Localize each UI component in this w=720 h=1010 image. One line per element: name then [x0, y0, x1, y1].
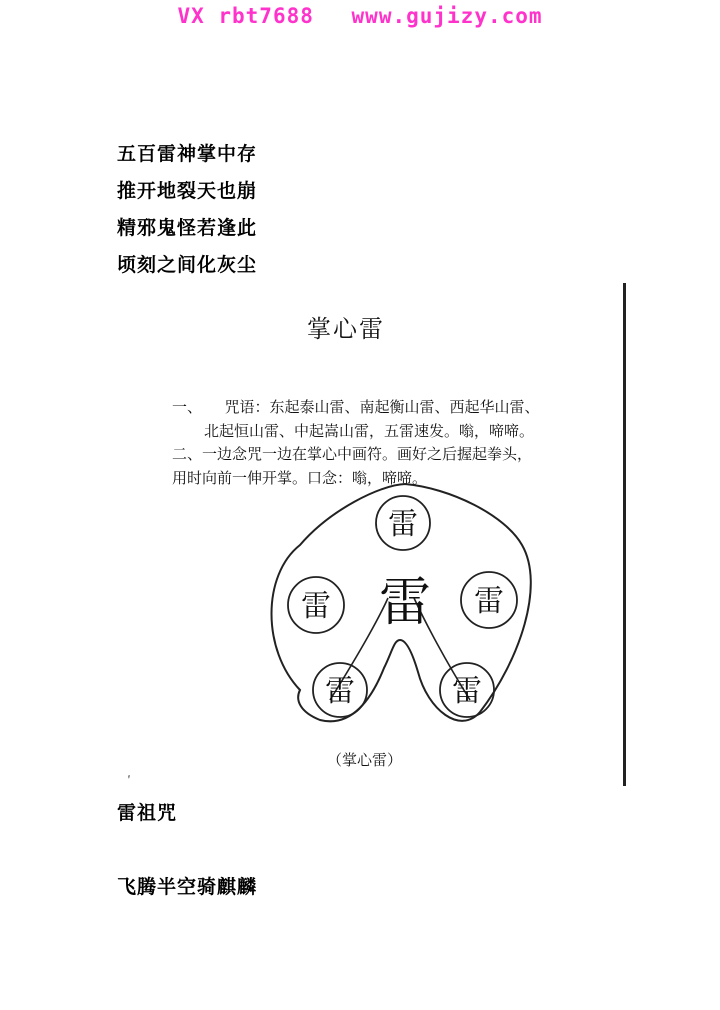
center-glyph: 雷 — [378, 573, 432, 633]
stray-mark: ′ — [126, 773, 137, 789]
poem-line: 顷刻之间化灰尘 — [117, 254, 258, 276]
finger-circle-bottom-right — [440, 663, 494, 717]
finger-glyph-left: 雷 — [301, 589, 331, 624]
poem-line: 精邪鬼怪若逢此 — [117, 217, 258, 239]
poem-line: 五百雷神掌中存 — [117, 143, 258, 165]
finger-glyph-right: 雷 — [474, 584, 504, 619]
section-heading-leizu: 雷祖咒 — [117, 802, 178, 824]
finger-circle-bottom-left — [313, 663, 367, 717]
poem-block — [117, 136, 257, 284]
poem-line: 推开地裂天也崩 — [117, 180, 258, 202]
finger-glyph-bottom-right: 雷 — [452, 674, 482, 709]
scan-title: 掌心雷 — [307, 315, 385, 343]
finger-circle-top — [376, 496, 430, 550]
palm-outline — [272, 484, 531, 721]
diagram-caption: （掌心雷） — [327, 751, 403, 769]
finger-circle-left — [288, 577, 344, 633]
watermark-url: www.gujizy.com — [351, 4, 543, 28]
scan-line: 一、 咒语：东起泰山雷、南起衡山雷、西起华山雷、 — [172, 398, 540, 416]
finger-glyph-top: 雷 — [388, 507, 418, 542]
finger-glyph-bottom-left: 雷 — [325, 674, 355, 709]
scan-line: 二、一边念咒一边在掌心中画符。画好之后握起拳头， — [172, 445, 533, 463]
watermark — [0, 4, 720, 28]
scan-edge-line — [623, 283, 626, 786]
scan-text — [172, 396, 612, 490]
watermark-wechat: VX rbt7688 — [177, 4, 314, 28]
section-line: 飞腾半空骑麒麟 — [117, 876, 258, 898]
scan-line: 北起恒山雷、中起嵩山雷，五雷速发。嗡，啼啼。 — [204, 421, 535, 440]
scan-line: 用时向前一伸开掌。口念：嗡，啼啼。 — [172, 468, 428, 487]
finger-circle-right — [461, 572, 517, 628]
palm-inner-right — [414, 598, 470, 700]
palm-inner-left — [330, 598, 388, 700]
